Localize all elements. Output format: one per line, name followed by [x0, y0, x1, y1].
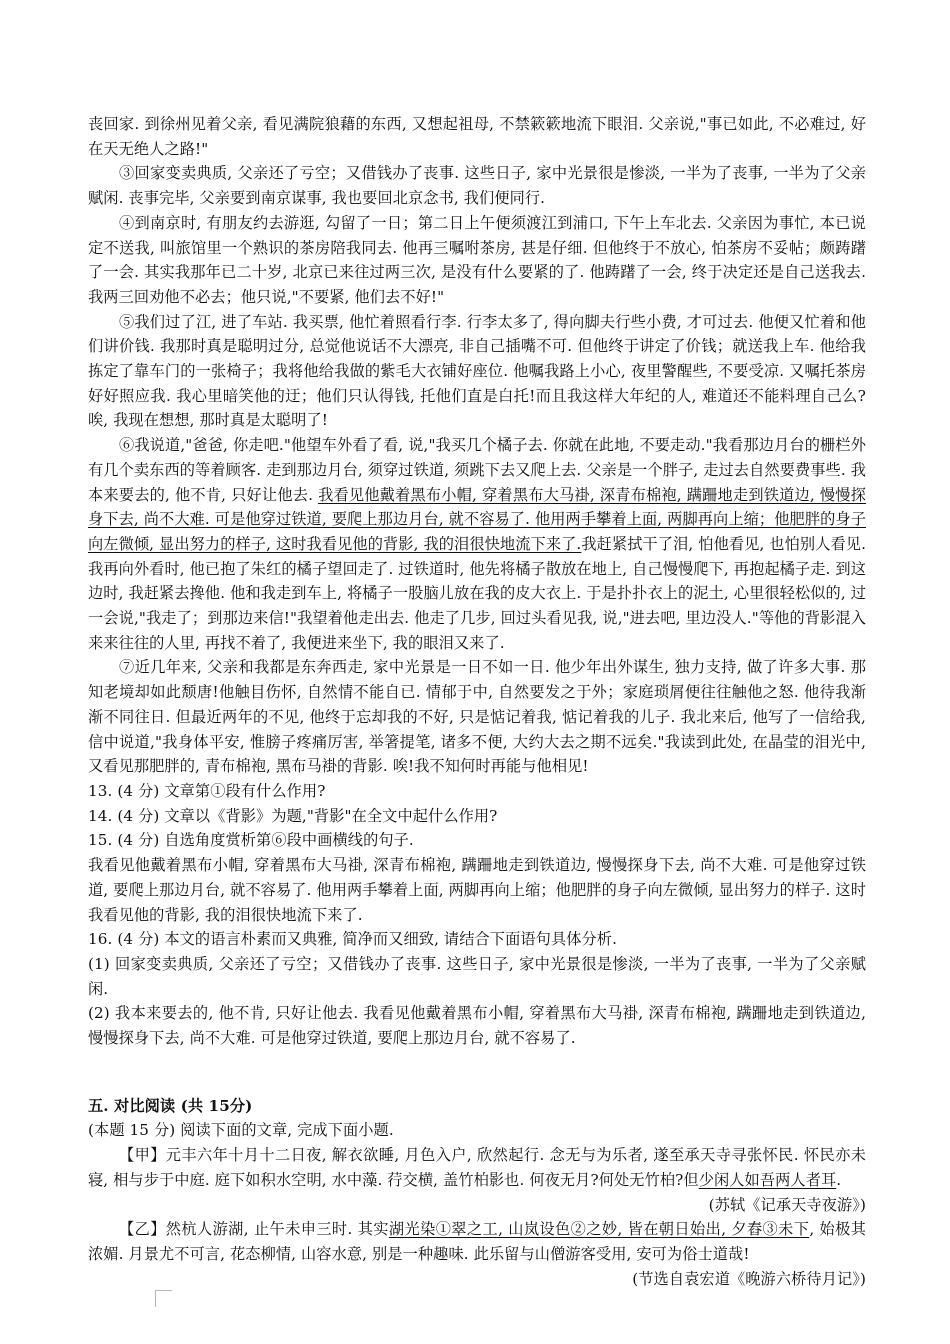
- question-13: 13. (4 分) 文章第①段有什么作用?: [88, 781, 326, 800]
- question-16: 16. (4 分) 本文的语言朴素而又典雅, 简净而又细致, 请结合下面语句具体分析.: [88, 930, 618, 949]
- passage-jia-text: 【甲】元丰六年十月十二日夜, 解衣欲睡, 月色入户, 欣然起行. 念无与为乐者, 遂至承天寺寻张怀民. 怀民亦未寝, 相与步于中庭. 庭下如积水空明, 水中藻. 荇交横, 盖竹柏影也. 何夜无月?何处无竹柏?但: [88, 1146, 866, 1189]
- passage-paragraph-6: [88, 433, 866, 655]
- passage-jia: [88, 1143, 866, 1192]
- passage-jia-underlined: 少闲人如吾两人者耳: [698, 1170, 837, 1189]
- question-16-item-1: (1) 回家变卖典质, 父亲还了亏空；又借钱办了丧事. 这些日子, 家中光景很是惨淡, 一半为了丧事, 一半为了父亲赋闲.: [88, 954, 866, 998]
- passage-yi-source: (节选自袁宏道《晚游六桥待月记》): [632, 1269, 866, 1288]
- passage-paragraph-7: ⑦近几年来, 父亲和我都是东奔西走, 家中光景是一日不如一日. 他少年出外谋生, 独力支持, 做了许多大事. 那知老境却如此颓唐!他触目伤怀, 自然情不能自已. 情郁于中, 自然要发之于外；家庭琐屑便往往触他之怒. 他待我渐渐不同往日. 但最近两年的不见, 他终于忘却我的不好, 只是惦记着我, 惦记着我的儿子. 我北来后, 他写了一信给我, 信中说道,"我身体平安, 惟膀子疼痛厉害, 举箸提笔, 诸多不便, 大约大去之期不远矣."我读到此处, 在晶莹的泪光中, 又看见那肥胖的, 青布棉袍, 黑布马褂的背影. 唉!我不知何时再能与他相见!: [88, 658, 866, 776]
- paragraph-6-rest: 我赶紧拭干了泪, 怕他看见, 也怕别人看见. 我再向外看时, 他已抱了朱红的橘子望回走了. 过铁道时, 他先将橘子散放在地上, 自己慢慢爬下, 再抱起橘子走. 到这边时, 我赶紧去搀他. 他和我走到车上, 将橘子一股脑儿放在我的皮大衣上. 于是扑扑衣上的泥土, 心里很轻松似的, 过一会说,"我走了；到那边来信!"我望着他走出去. 他走了几步, 回过头看见我, 说,"进去吧, 里边没人."等他的背影混入来来往往的人里, 再找不着了, 我便进来坐下, 我的眼泪又来了.: [88, 534, 866, 652]
- passage-paragraph-2-tail: 丧回家. 到徐州见着父亲, 看见满院狼藉的东西, 又想起祖母, 不禁簌簌地流下眼泪. 父亲说,"事已如此, 不必难过, 好在天无绝人之路!": [88, 115, 866, 158]
- question-15: 15. (4 分) 自选角度赏析第⑥段中画横线的句子.: [88, 831, 414, 850]
- question-14: 14. (4 分) 文章以《背影》为题,"背影"在全文中起什么作用?: [88, 806, 498, 825]
- section-5-title: 五. 对比阅读 (共 15分): [88, 1096, 253, 1115]
- passage-jia-source: (苏轼《记承天寺夜游》): [708, 1195, 866, 1214]
- underlined-sentence: 我看见他戴着黑布小帽, 穿着黑布大马褂, 深青布棉袍, 蹒跚地走到铁道边, 慢慢探身下去, 尚不大难. 可是他穿过铁道, 要爬上那边月台, 就不容易了. 他用两手攀着上面, 两脚再向上缩；他肥胖的身子向左微倾, 显出努力的样子, 这时我看见他的背影, 我的泪很快地流下来了.: [88, 485, 866, 553]
- passage-jia-end: .: [836, 1170, 842, 1189]
- section-5-intro: (本题 15 分) 阅读下面的文章, 完成下面小题.: [88, 1121, 394, 1140]
- paragraph-6-lead: ⑥我说道,"爸爸, 你走吧."他望车外看了看, 说,"我买几个橘子去. 你就在此地, 不要走动."我看那边月台的栅栏外有几个卖东西的等着顾客. 走到那边月台, 须穿过铁道, 须跳下去又爬上去. 父亲是一个胖子, 走过去自然要费事些. 我本来要去的, 他不肯, 只好让他去.: [88, 436, 866, 504]
- passage-yi: [88, 1217, 866, 1266]
- exam-page: [88, 112, 866, 1291]
- passage-paragraph-5: ⑤我们过了江, 进了车站. 我买票, 他忙着照看行李. 行李太多了, 得向脚夫行些小费, 才可过去. 他便又忙着和他们讲价钱. 我那时真是聪明过分, 总觉他说话不大漂亮, 非自己插嘴不可. 但他终于讲定了价钱；就送我上车. 他给我拣定了靠车门的一张椅子；我将他给我做的紫毛大衣铺好座位. 他嘱我路上小心, 夜里警醒些, 不要受凉. 又嘱托茶房好好照应我. 我心里暗笑他的迂；他们只认得钱, 托他们直是白托!而且我这样大年纪的人, 难道还不能料理自己么?唉, 我现在想想, 那时真是太聪明了!: [88, 312, 866, 430]
- passage-yi-rest: , 始极其浓媚. 月景尤不可言, 花态柳情, 山容水意, 别是一种趣味. 此乐留与山僧游客受用, 安可为俗士道哉!: [88, 1220, 867, 1263]
- crop-mark: [155, 1290, 172, 1307]
- passage-paragraph-4: ④到南京时, 有朋友约去游逛, 勾留了一日；第二日上午便须渡江到浦口, 下午上车北去. 父亲因为事忙, 本已说定不送我, 叫旅馆里一个熟识的茶房陪我同去. 他再三嘱咐茶房, 甚是仔细. 但他终于不放心, 怕茶房不妥帖；颇踌躇了一会. 其实我那年已二十岁, 北京已来往过两三次, 是没有什么要紧的了. 他踌躇了一会, 终于决定还是自己送我去. 我两三回劝他不必去；他只说,"不要紧, 他们去不好!": [88, 213, 866, 306]
- passage-yi-lead: 【乙】然杭人游湖, 止午未申三时. 其实: [119, 1220, 389, 1239]
- passage-paragraph-3: ③回家变卖典质, 父亲还了亏空；又借钱办了丧事. 这些日子, 家中光景很是惨淡, 一半为了丧事, 一半为了父亲赋闲. 丧事完毕, 父亲要到南京谋事, 我也要回北京念书, 我们便同行.: [88, 164, 866, 208]
- passage-yi-underlined: 湖光染①翠之工, 山岚设色②之妙, 皆在朝日始出, 夕舂③未下: [388, 1220, 810, 1239]
- question-15-quote: 我看见他戴着黑布小帽, 穿着黑布大马褂, 深青布棉袍, 蹒跚地走到铁道边, 慢慢探身下去, 尚不大难. 可是他穿过铁道, 要爬上那边月台, 就不容易了. 他用两手攀着上面, 两脚再向上缩；他肥胖的身子向左微倾, 显出努力的样子. 这时我看见他的背影, 我的泪很快地流下来了.: [88, 856, 866, 924]
- question-16-item-2: (2) 我本来要去的, 他不肯, 只好让他去. 我看见他戴着黑布小帽, 穿着黑布大马褂, 深青布棉袍, 蹒跚地走到铁道边, 慢慢探身下去, 尚不大难. 可是他穿过铁道, 要爬上那边月台, 就不容易了.: [88, 1004, 866, 1048]
